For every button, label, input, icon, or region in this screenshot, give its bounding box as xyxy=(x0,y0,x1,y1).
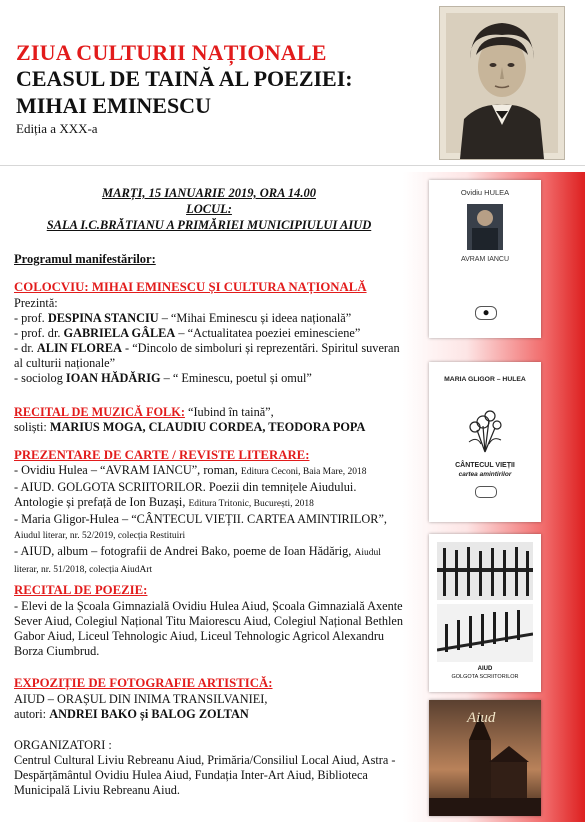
fence-photo-bottom xyxy=(437,604,533,662)
cover-photo xyxy=(467,204,503,250)
recital-poezie-text: - Elevi de la Școala Gimnazială Ovidiu Hulea Aiud, Școala Gimnazială Axente Sever Aiud, Colegiul Național Titu Maiorescu Aiud, Colegiul Național Bethlen Gabor Aiud, Liceul Tehnologic Aiud, Liceul Tehnologic Agricol Alexandru Borza Ciumbrud. xyxy=(14,599,404,658)
cover-title: AVRAM IANCU xyxy=(460,256,510,263)
title-line-2: CEASUL DE TAINĂ AL POEZIEI: xyxy=(16,66,353,91)
edition-label: Ediția a XXX-a xyxy=(16,121,98,136)
fence-photo-top xyxy=(437,542,533,600)
recital-poezie-heading: RECITAL DE POEZIE: xyxy=(14,583,148,597)
recital-folk-heading: RECITAL DE MUZICĂ FOLK: xyxy=(14,405,185,419)
header-separator xyxy=(0,165,585,166)
flower-illustration xyxy=(459,396,511,454)
soloists-names: MARIUS MOGA, CLAUDIU CORDEA, TEODORA POPA xyxy=(49,420,366,434)
colocviu-item: - sociolog IOAN HĂDĂRIG – “ Eminescu, poetul și omul” xyxy=(14,371,312,385)
book-item: - AIUD. GOLGOTA SCRIITORILOR. Poezii din temnițele Aiudului. Antologie și prefață de Ion Buzași, Editura Tritonic, București, 2018 xyxy=(14,480,357,509)
cover-subtitle: GOLGOTA SCRIITORILOR xyxy=(451,674,519,680)
speaker-name: ALIN FLOREA xyxy=(36,341,122,355)
cover-title: AIUD xyxy=(477,666,493,672)
cover-title: CÂNTECUL VIEȚII xyxy=(455,462,515,469)
book-item: - AIUD, album – fotografii de Andrei Bako, poeme de Ioan Hădărig, Aiudul literar, nr. 51/2018, colecția AiudArt xyxy=(14,544,381,575)
title-line-1: ZIUA CULTURII NAȚIONALE xyxy=(16,40,327,65)
event-date: MARȚI, 15 IANUARIE 2019, ORA 14.00 xyxy=(102,186,316,200)
books-heading: PREZENTARE DE CARTE / REVISTE LITERARE: xyxy=(14,448,310,462)
book-item: - Ovidiu Hulea – “AVRAM IANCU”, roman, Editura Ceconi, Baia Mare, 2018 xyxy=(14,463,367,477)
recital-folk-title: “Iubind în taină”, xyxy=(184,405,274,419)
expozitie-block: AIUD – ORAȘUL DIN INIMA TRANSILVANIEI, autori: ANDREI BAKO și BALOG ZOLTAN xyxy=(14,692,404,722)
cover-title: Aiud xyxy=(467,710,496,726)
organizers-block xyxy=(14,738,404,798)
book-cover-avram-iancu xyxy=(429,180,541,338)
speaker-name: DESPINA STANCIU xyxy=(47,311,159,325)
eminescu-portrait xyxy=(439,6,565,160)
event-location-label: LOCUL: xyxy=(186,202,232,216)
organizers-heading: ORGANIZATORI : xyxy=(14,738,112,752)
expozitie-authors: ANDREI BAKO și BALOG ZOLTAN xyxy=(49,707,249,721)
colocviu-item: - dr. ALIN FLOREA - “Dincolo de simboluri și reprezentări. Spiritul suveran al culturii naționale” xyxy=(14,341,400,370)
recital-folk-block: RECITAL DE MUZICĂ FOLK: “Iubind în taină”, soliști: MARIUS MOGA, CLAUDIU CORDEA, TEODORA POPA xyxy=(14,405,366,434)
cover-author: MARIA GLIGOR – HULEA xyxy=(444,376,526,383)
expozitie-title: AIUD – ORAȘUL DIN INIMA TRANSILVANIEI, xyxy=(14,692,268,706)
expozitie-heading: EXPOZIȚIE DE FOTOGRAFIE ARTISTICĂ: xyxy=(14,676,273,690)
cover-subtitle: cartea amintirilor xyxy=(458,471,512,478)
colocviu-intro: Prezintă: xyxy=(14,296,58,310)
program-label: Programul manifestărilor: xyxy=(14,252,156,266)
book-cover-aiud-album xyxy=(429,700,541,816)
colocviu-item: - prof. DESPINA STANCIU – “Mihai Eminescu și ideea națională” xyxy=(14,311,352,325)
publisher-logo: ⬤ xyxy=(475,306,497,320)
event-location: SALA I.C.BRĂTIANU A PRIMĂRIEI MUNICIPIULUI AIUD xyxy=(46,218,372,232)
publisher-logo xyxy=(475,486,497,498)
title-line-3: MIHAI EMINESCU xyxy=(16,93,211,118)
colocviu-item: - prof. dr. GABRIELA GÂLEA – “Actualitatea poeziei eminesciene” xyxy=(14,326,361,340)
book-covers-band xyxy=(403,172,585,822)
speaker-name: GABRIELA GÂLEA xyxy=(63,326,176,340)
book-cover-aiud-golgota xyxy=(429,534,541,692)
organizers-text: Centrul Cultural Liviu Rebreanu Aiud, Primăria/Consiliul Local Aiud, Astra - Despărțământul Ovidiu Hulea Aiud, Fundația Inter-Art Aiud, Biblioteca Municipală Liviu Rebreanu Aiud. xyxy=(14,753,396,797)
colocviu-list xyxy=(14,296,404,386)
speaker-name: IOAN HĂDĂRIG xyxy=(65,371,161,385)
cover-author: Ovidiu HULEA xyxy=(460,188,510,197)
books-list xyxy=(14,463,404,578)
book-item: - Maria Gligor-Hulea – “CÂNTECUL VIEȚII. CARTEA AMINTIRILOR”, Aiudul literar, nr. 52/2019, colecția Restituiri xyxy=(14,512,387,541)
book-cover-cantecul-vietii xyxy=(429,362,541,522)
colocviu-heading: COLOCVIU: MIHAI EMINESCU ȘI CULTURA NAȚIONALĂ xyxy=(14,280,367,294)
